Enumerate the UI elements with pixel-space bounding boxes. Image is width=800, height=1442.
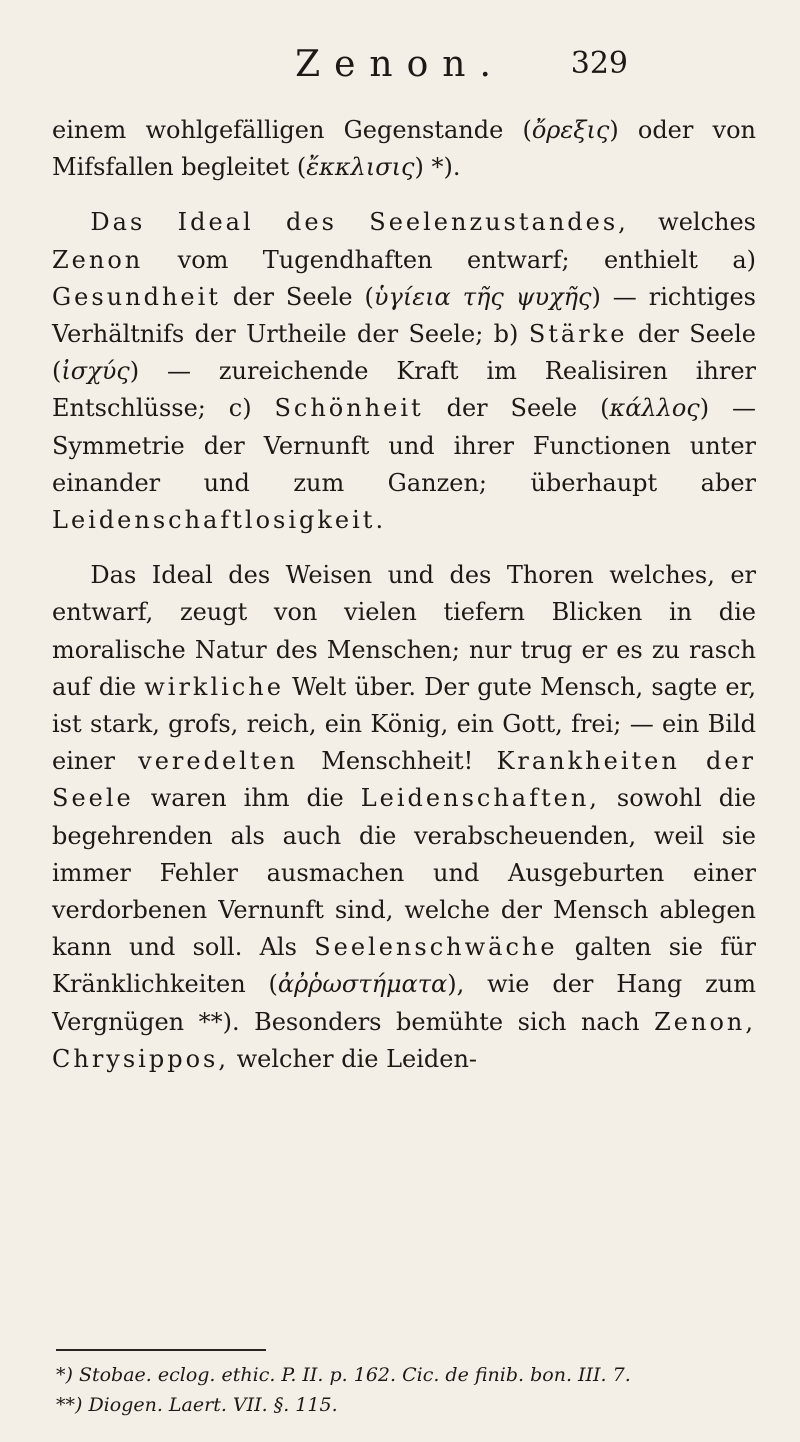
running-title: Zenon. [295,44,505,85]
paragraph-1 [52,112,756,186]
text-segment: ), wie der Hang zum Vergnügen **). Besonders bemühte sich nach [52,970,756,1036]
text-segment: ὑγίεια τῆς ψυχῆς [373,282,592,311]
text-segment: Leidenschaften, [360,784,600,813]
body-text [52,112,756,1078]
footnote-2: **) Diogen. Laert. VII. §. 115. [56,1394,338,1416]
text-segment: vom Tugendhaften entwarf; enthielt a) [143,245,756,274]
text-segment: Chrysippos, [52,1044,229,1073]
footnotes [56,1360,756,1420]
text-segment: galten sie für Kränklichkeiten ( [52,933,757,999]
text-segment: Das Ideal des Seelenzustandes, [90,208,629,237]
text-segment: der Seele ( [52,320,757,386]
text-segment: ) — zureichende Kraft im Realisiren ihrer Entschlüsse; c) [52,357,756,423]
text-segment: der Seele ( [423,394,610,423]
text-segment: ἰσχύς [61,357,130,386]
footnote-1: *) Stobae. eclog. ethic. P. II. p. 162. Cic. de finib. bon. III. 7. [56,1364,631,1386]
text-segment: welcher die Leiden- [228,1044,478,1073]
text-segment: Krankheiten der Seele [52,747,756,813]
text-segment: ) oder von Mifsfallen begleitet ( [52,116,756,182]
footnote-rule [56,1349,266,1351]
text-segment: ) *). [414,153,461,182]
text-segment: Stärke [528,320,628,349]
text-segment: ὄρεξις [531,116,610,144]
text-segment: Zenon, [654,1007,756,1036]
text-segment: sowohl die begehrenden als auch die verabscheuenden, weil sie immer Fehler ausmachen und Ausgeburten einer verdorbenen Vernunft sind, welche der Mensch ablegen kann und soll. Als [52,784,756,962]
text-segment: ) — richtiges Verhältnifs der Urtheile der Seele; b) [52,282,756,349]
text-segment: Leidenschaftlosigkeit. [52,506,387,535]
text-segment: Gesundheit [52,282,221,311]
text-segment: ἀῤῥωστήματα [277,970,448,999]
text-segment: der Seele ( [220,282,374,311]
paragraph-3 [52,557,756,1078]
text-segment: Zenon [52,245,144,274]
text-segment: κάλλος [609,394,700,423]
paragraph-2 [52,204,756,539]
text-segment: Welt über. Der gute Mensch, sagte er, ist stark, grofs, reich, ein König, ein Gott, frei; — ein Bild einer [52,672,756,776]
text-segment: Das Ideal des Weisen und des Thoren welches, er entwarf, zeugt von vielen tiefern Blicken in die moralische Natur des Menschen; nur trug er es zu rasch auf die [52,561,756,701]
text-segment: Schönheit [274,394,424,423]
text-segment: wirkliche [144,672,284,701]
page-number: 329 [570,46,628,81]
running-head [0,44,800,84]
text-segment: Menschheit! [298,747,497,776]
text-segment: welches [628,208,756,237]
text-segment: ) — Symmetrie der Vernunft und ihrer Functionen unter einander und zum Ganzen; überhaupt aber [52,394,756,497]
text-segment: veredelten [138,747,299,776]
text-segment: einem wohlgefälligen Gegenstande ( [52,116,532,144]
text-segment: ἔκκλισις [306,153,415,182]
text-segment: waren ihm die [133,784,361,813]
text-segment: Seelenschwäche [314,933,558,962]
